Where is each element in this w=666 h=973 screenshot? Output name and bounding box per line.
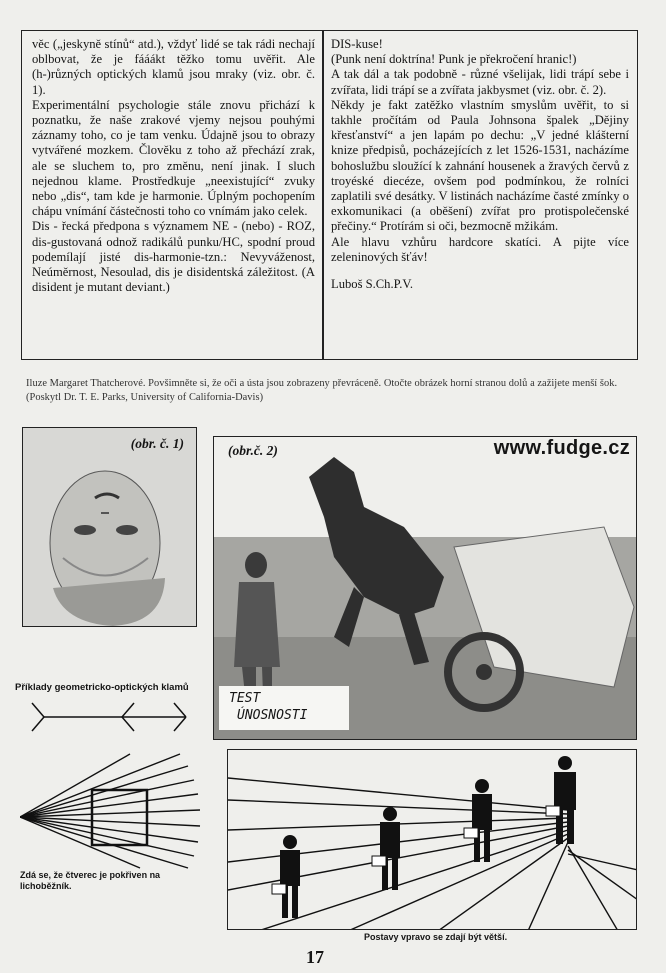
figures-illusion-note: Postavy vpravo se zdají být větší. — [364, 932, 508, 942]
inverted-face-photo — [23, 428, 197, 627]
website-watermark: www.fudge.cz — [493, 437, 630, 459]
stamp-line-2: ÚNOSNOSTI — [237, 708, 308, 723]
stamp-line-1: TEST — [229, 691, 261, 706]
paragraph: Ale hlavu vzhůru hardcore skatíci. A pijte více zeleninových šťáv! — [331, 234, 629, 264]
figure-1-thatcher-illusion — [22, 427, 197, 627]
square-rays-illusion — [20, 752, 210, 870]
figure-2-label: (obr.č. 2) — [228, 443, 278, 458]
test-stamp — [219, 686, 349, 730]
paragraph: DIS-kuse! — [331, 37, 383, 51]
page-number: 17 — [306, 947, 324, 967]
article-left-column — [32, 37, 315, 295]
perspective-figures-illusion — [227, 749, 637, 930]
square-illusion-note: Zdá se, že čtverec je pokřiven na lichoběžník. — [20, 870, 161, 891]
illusions-title: Příklady geometricko-optických klamů — [15, 682, 189, 693]
article-right-column — [331, 37, 629, 292]
figure-caption: Iluze Margaret Thatcherové. Povšimněte si, že oči a ústa jsou zobrazeny převráceně. Otočte obrázek horní stranou dolů a zažijete menší šok. (Poskytl Dr. T. E. Parks, University of California-Davis) — [26, 378, 618, 403]
muller-lyer-illusion — [30, 697, 200, 737]
paragraph: Experimentální psychologie stále znovu přichází k poznatku, že naše zrakové vjemy nejsou pouhými záznamy toho, co je tam venku. Údajně jsou to obrazy vytvářené mozkem. Člověku z toho až přechází zrak, ale se sluchem to, pro změnu, není jinak. I sluch nejednou klame. Prostředkuje „neexistující“ zvuky nebo „dis“, tam kde je harmonie. Úplným pochopením chápu vnímání částečnosti toho co vnímám jako celek. — [32, 97, 315, 219]
paragraph: (Punk není doktrína! Punk je překročení hranic!) — [331, 52, 577, 67]
paragraph: věc („jeskyně stínů“ atd.), vždyť lidé se tak rádi nechají oblbovat, že je fááákt těžko tomu uvěřit. Ale (h-)různých optických klamů jsou mraky (viz. obr. č. 1). — [32, 37, 315, 97]
paragraph: Někdy je fakt zatěžko vlastním smyslům uvěřit, to si takhle pročítám od Paula Johnsona špalek „Dějiny křesťanství“ a jen lapám po dechu: „V jedné klášterní knize předpisů, pocházejících z let 1526-1531, nacházíme bohoslužbu sloužící k zahnání housenek a žravých červů z troyéské diecéze, ovšem pod podmínkou, že rolníci zaplatili své desátky. V listinách nacházíme časté zmínky o exkomunikaci (a oběšení) zvířat pro protispolečenské přečiny.“ Protírám si oči, bezmocně mžikám. — [331, 97, 629, 234]
figure-1-label: (obr. č. 1) — [130, 436, 184, 451]
paragraph: Dis - řecká předpona s významem NE - (nebo) - ROZ, dis-gustovaná odnož radikálů punku/HC, spodní proud podemílají jisté dis-harmonie-tzn.: Nevyváženost, Neúměrnost, Nesoulad, dis je disidentská záležitost. (A disident je mutant deviant.) — [32, 219, 315, 295]
column-divider — [322, 31, 324, 359]
paragraph: A tak dál a tak podobně - různé všelijak, lidi trápí sebe i zvířata, lidi trápí se a zvířata jakbysmet (viz. obr. č. 2). — [331, 67, 629, 97]
author-signature: Luboš S.Ch.P.V. — [331, 277, 414, 292]
perspective-corridor — [228, 750, 637, 930]
article-box — [21, 30, 638, 360]
